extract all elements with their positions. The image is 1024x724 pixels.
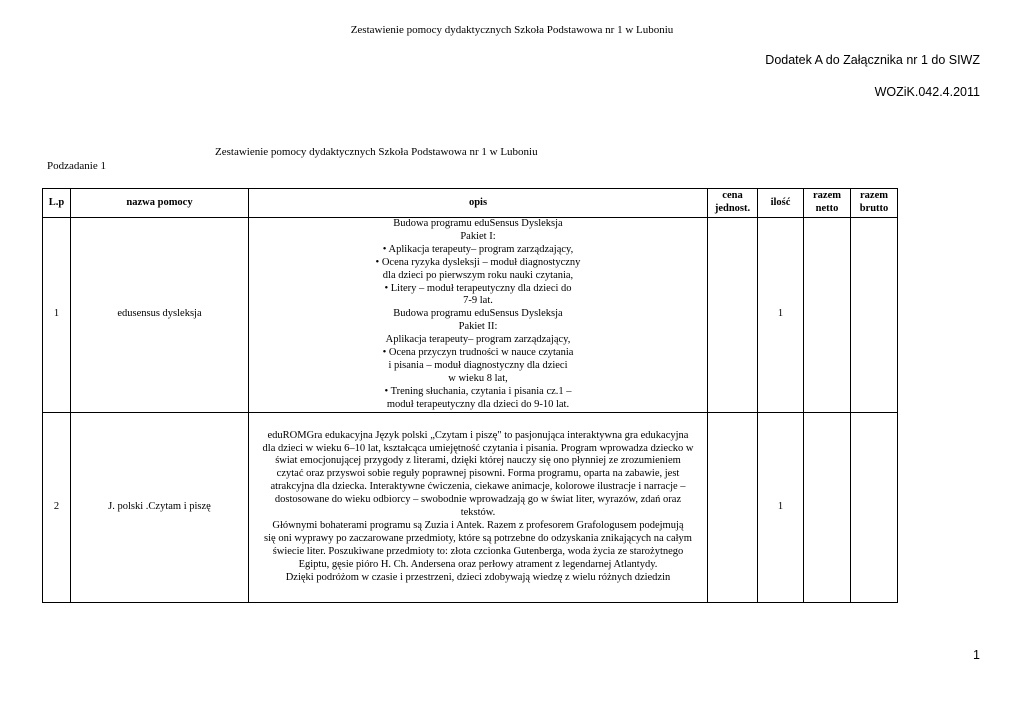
description-line: atrakcyjna dla dziecka. Interaktywne ćwiczenia, ciekawe animacje, kolorowe ilustracje i narracje – [270, 481, 686, 493]
cell-description [249, 412, 708, 602]
description-line: • Ocena ryzyka dysleksji – moduł diagnostyczny [375, 256, 581, 268]
attachment-note: Dodatek A do Załącznika nr 1 do SIWZ [765, 53, 980, 67]
running-header: Zestawienie pomocy dydaktycznych Szkoła Podstawowa nr 1 w Luboniu [350, 24, 674, 36]
document-title: Zestawienie pomocy dydaktycznych Szkoła Podstawowa nr 1 w Luboniu [215, 146, 538, 158]
cell-net-total [804, 412, 851, 602]
table-row [43, 218, 898, 413]
cell-gross-total [851, 218, 898, 413]
page-number: 1 [973, 648, 980, 662]
description-line: Aplikacja terapeuty– program zarządzający, [385, 334, 571, 346]
description-line: • Litery – moduł terapeutyczny dla dzieci do [384, 282, 572, 294]
description-line: się oni wyprawy po zaczarowane przedmioty, które są potrzebne do odzyskania znikających na całym [264, 532, 692, 544]
description-line: Głównymi bohaterami programu są Zuzia i Antek. Razem z profesorem Grafologusem podejmują [272, 520, 684, 531]
description-line: czytać oraz przyswoi sobie reguły poprawnej pisowni. Forma programu, oparta na zabawie, jest [276, 468, 680, 480]
description-line: moduł terapeutyczny dla dzieci do 9-10 lat. [386, 398, 570, 410]
column-header-unit-price-line1: cena [722, 190, 743, 202]
description-line: • Trening słuchania, czytania i pisania cz.1 – [384, 385, 572, 397]
description-line: • Ocena przyczyn trudności w nauce czytania [382, 347, 574, 359]
column-header-gross-total-line1: razem [860, 190, 888, 202]
description-line: Pakiet I: [460, 230, 496, 242]
column-header-lp: L.p [43, 189, 71, 218]
subtask-label: Podzadanie 1 [47, 160, 106, 172]
description-line: Budowa programu eduSensus Dysleksja [393, 218, 563, 229]
description-line: dla dzieci po pierwszym roku nauki czytania, [382, 269, 574, 281]
description-line: świecie liter. Poszukiwane przedmioty to: złota czcionka Gutenberga, woda życia ze starożytnego [272, 545, 684, 557]
column-header-quantity: ilość [758, 189, 804, 218]
reference-number: WOZiK.042.4.2011 [874, 85, 980, 99]
cell-name: edusensus dysleksja [71, 218, 249, 413]
column-header-net-total [804, 189, 851, 218]
cell-gross-total [851, 412, 898, 602]
table-header-row [43, 189, 898, 218]
description-line: Budowa programu eduSensus Dysleksja [393, 308, 563, 320]
description-line: i pisania – moduł diagnostyczny dla dzieci [388, 359, 568, 371]
column-header-name: nazwa pomocy [71, 189, 249, 218]
cell-quantity: 1 [758, 412, 804, 602]
column-header-description: opis [249, 189, 708, 218]
column-header-unit-price [708, 189, 758, 218]
description-line: dostosowane do wieku odbiorcy – swobodnie wprowadzają go w świat liter, wyrazów, zdań oraz [274, 494, 682, 506]
cell-unit-price [708, 218, 758, 413]
cell-unit-price [708, 412, 758, 602]
column-header-unit-price-line2: jednost. [714, 203, 751, 214]
column-header-gross-total-line2: brutto [859, 203, 889, 214]
cell-quantity: 1 [758, 218, 804, 413]
column-header-net-total-line2: netto [815, 203, 839, 214]
cell-net-total [804, 218, 851, 413]
description-line: • Aplikacja terapeuty– program zarządzający, [382, 243, 574, 255]
cell-lp: 2 [43, 412, 71, 602]
cell-name: J. polski .Czytam i piszę [71, 412, 249, 602]
description-line: dla dzieci w wieku 6–10 lat, kształcąca umiejętność czytania i pisania. Program wprowadza dziecko w [262, 442, 694, 454]
description-line: Dzięki podróżom w czasie i przestrzeni, dzieci zdobywają wiedzę z wielu różnych dziedzin [285, 571, 671, 583]
column-header-net-total-line1: razem [813, 190, 841, 202]
cell-description [249, 218, 708, 413]
description-line: tekstów. [460, 507, 496, 519]
description-line: Egiptu, gęsie pióro H. Ch. Andersena oraz perłowy atrament z legendarnej Atlantydy. [298, 558, 658, 570]
description-line: świat emocjonującej przygody z literami, dzięki której nauczy się ono płynniej ze zrozumieniem [275, 455, 681, 467]
items-table [42, 188, 898, 603]
description-line: eduROMGra edukacyjna Język polski „Czytam i piszę" to pasjonująca interaktywna gra edukacyjna [267, 429, 689, 441]
table-row [43, 412, 898, 602]
description-line: w wieku 8 lat, [448, 372, 508, 384]
column-header-gross-total [851, 189, 898, 218]
cell-lp: 1 [43, 218, 71, 413]
description-line: 7-9 lat. [463, 295, 493, 307]
description-line: Pakiet II: [458, 321, 498, 333]
